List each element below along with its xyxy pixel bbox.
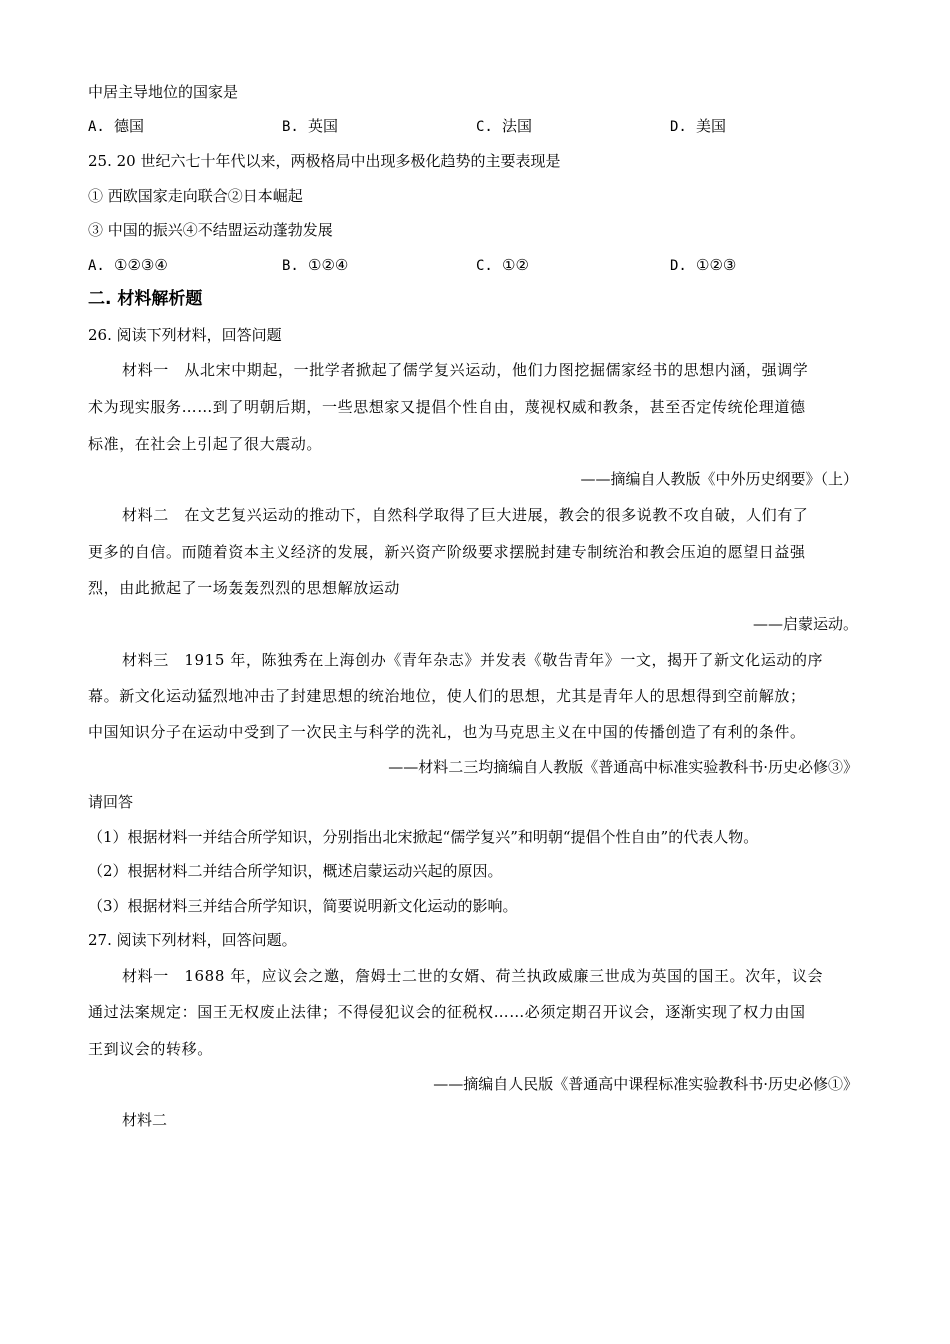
option-text: ①②③④ (114, 256, 168, 274)
q26-material2-line3: 烈，由此掀起了一场轰轰烈烈的思想解放运动 (88, 579, 401, 597)
q26-sub3: （3）根据材料三并结合所学知识，简要说明新文化运动的影响。 (88, 897, 518, 915)
q27-material2-label: 材料二 (122, 1111, 168, 1129)
option-letter: B. (282, 119, 299, 135)
q27-stem: 27. 阅读下列材料，回答问题。 (88, 931, 297, 949)
q26-sub1: （1）根据材料一并结合所学知识，分别指出北宋掀起“儒学复兴”和明朝“提倡个性自由”的代表人物。 (88, 828, 759, 846)
option-letter: C. (476, 119, 493, 135)
q27-source1: ——摘编自人民版《普通高中课程标准实验教科书·历史必修①》 (433, 1075, 858, 1093)
option-letter: A. (88, 119, 105, 135)
q26-source3: ——材料二三均摘编自人教版《普通高中标准实验教科书·历史必修③》 (388, 758, 858, 776)
q25-stem: 25. 20 世纪六七十年代以来，两极格局中出现多极化趋势的主要表现是 (88, 152, 561, 170)
q24-option-b[interactable] (282, 116, 338, 137)
q25-items-line2: ③ 中国的振兴④不结盟运动蓬勃发展 (88, 221, 333, 239)
option-letter: A. (88, 258, 105, 274)
option-text: 美国 (696, 117, 727, 135)
q25-option-a[interactable] (88, 255, 168, 276)
option-letter: C. (476, 258, 493, 274)
option-text: ①② (502, 256, 529, 274)
q25-option-b[interactable] (282, 255, 348, 276)
q26-material1-line2: 术为现实服务……到了明朝后期，一些思想家又提倡个性自由，蔑视权威和教条，甚至否定传统伦理道德 (88, 398, 806, 416)
option-letter: D. (670, 258, 687, 274)
q26-material1-line1: 材料一 从北宋中期起，一批学者掀起了儒学复兴运动，他们力图挖掘儒家经书的思想内涵，强调学 (122, 361, 809, 379)
q25-option-c[interactable] (476, 255, 529, 276)
q26-material2-line2: 更多的自信。而随着资本主义经济的发展，新兴资产阶级要求摆脱封建专制统治和教会压迫的愿望日益强 (88, 543, 806, 561)
q25-items-line1: ① 西欧国家走向联合②日本崛起 (88, 187, 303, 205)
q24-option-c[interactable] (476, 116, 532, 137)
option-letter: D. (670, 119, 687, 135)
q26-source2: ——启蒙运动。 (752, 615, 858, 633)
q25-option-d[interactable] (670, 255, 736, 276)
option-text: 英国 (308, 117, 339, 135)
q26-stem: 26. 阅读下列材料，回答问题 (88, 326, 282, 344)
q26-material3-line1: 材料三 1915 年，陈独秀在上海创办《青年杂志》并发表《敬告青年》一文，揭开了新文化运动的序 (122, 651, 824, 669)
q26-material3-line2: 幕。新文化运动猛烈地冲击了封建思想的统治地位，使人们的思想，尤其是青年人的思想得到空前解放； (88, 687, 806, 705)
q26-material3-line3: 中国知识分子在运动中受到了一次民主与科学的洗礼，也为马克思主义在中国的传播创造了有利的条件。 (88, 723, 806, 741)
q27-material1-line1: 材料一 1688 年，应议会之邀，詹姆士二世的女婿、荷兰执政威廉三世成为英国的国王。次年，议会 (122, 967, 824, 985)
q26-source1: ——摘编自人教版《中外历史纲要》（上） (580, 470, 858, 488)
q27-material1-line3: 王到议会的转移。 (88, 1040, 213, 1058)
option-text: 法国 (502, 117, 533, 135)
option-text: 德国 (114, 117, 145, 135)
q27-material1-line2: 通过法案规定：国王无权废止法律；不得侵犯议会的征税权……必须定期召开议会，逐渐实现了权力由国 (88, 1003, 806, 1021)
section-title: 二. 材料解析题 (88, 289, 203, 309)
option-text: ①②④ (308, 256, 349, 274)
option-letter: B. (282, 258, 299, 274)
q26-material1-line3: 标准，在社会上引起了很大震动。 (88, 435, 323, 453)
q26-prompt: 请回答 (88, 793, 134, 811)
q26-sub2: （2）根据材料二并结合所学知识，概述启蒙运动兴起的原因。 (88, 862, 503, 880)
option-text: ①②③ (696, 256, 737, 274)
q24-stem-tail: 中居主导地位的国家是 (88, 83, 239, 101)
q26-material2-line1: 材料二 在文艺复兴运动的推动下，自然科学取得了巨大进展，教会的很多说教不攻自破，人们有了 (122, 506, 809, 524)
q24-option-d[interactable] (670, 116, 726, 137)
q24-option-a[interactable] (88, 116, 144, 137)
